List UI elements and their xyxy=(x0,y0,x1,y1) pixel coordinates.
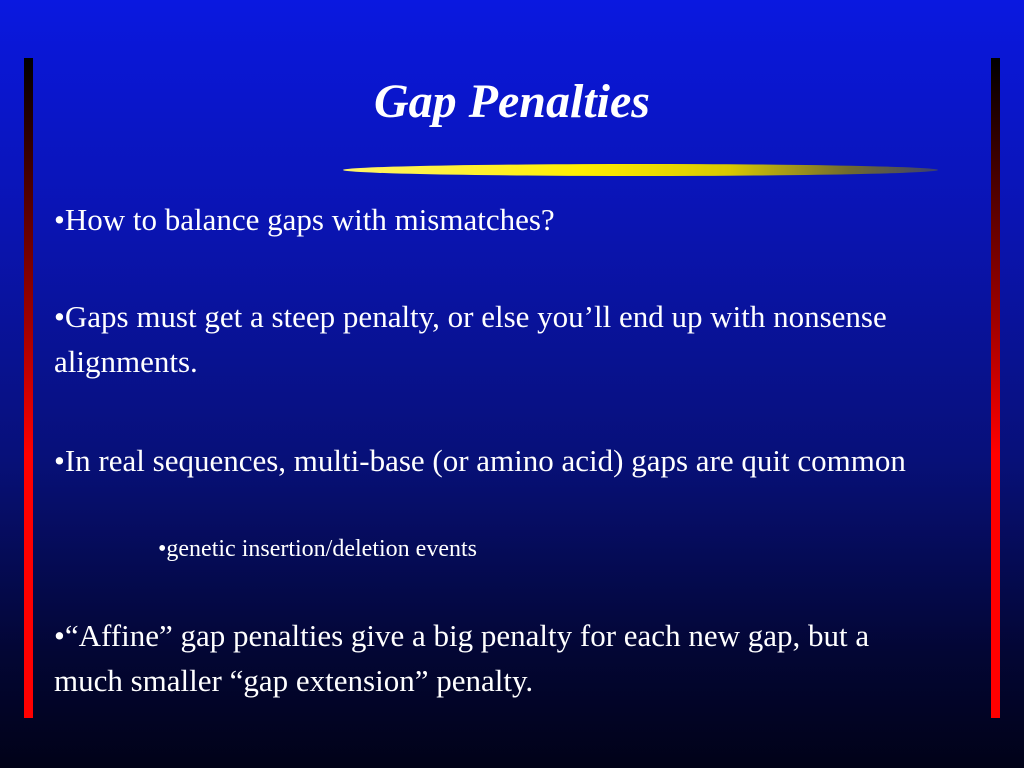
bullet-multi-base-gaps: •In real sequences, multi-base (or amino acid) gaps are quit common xyxy=(54,443,906,478)
bullet-affine-gap-penalties: •“Affine” gap penalties give a big penalty for each new gap, but a much smaller “gap extension” penalty. xyxy=(54,618,870,698)
bullet-steep-penalty: •Gaps must get a steep penalty, or else you’ll end up with nonsense alignments. xyxy=(54,299,887,379)
slide-title: Gap Penalties xyxy=(374,75,650,128)
right-accent-bar xyxy=(991,58,1000,718)
bullet-balance-gaps: •How to balance gaps with mismatches? xyxy=(54,202,555,237)
title-underline xyxy=(343,164,938,176)
left-accent-bar xyxy=(24,58,33,718)
sub-bullet-insertion-deletion: •genetic insertion/deletion events xyxy=(158,536,477,562)
